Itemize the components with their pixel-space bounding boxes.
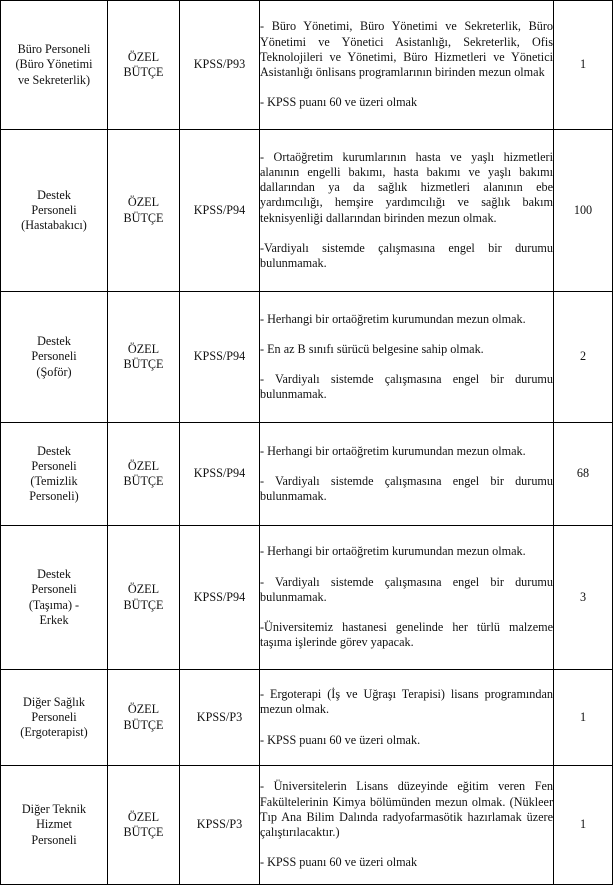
kpss-code: KPSS/P93: [180, 1, 260, 130]
position-count: 1: [554, 1, 613, 130]
budget-type: ÖZEL BÜTÇE: [108, 670, 180, 766]
requirements: - Büro Yönetimi, Büro Yönetimi ve Sekreterlik, Büro Yönetimi ve Yönetici Asistanlığı, Sekreterlik, Ofis Teknolojileri ve Yönetimi, Büro Hizmetleri ve Yönetici Asistanlığı önlisans programlarının birinden mezun olmak - KPSS puanı 60 ve üzeri olmak: [260, 1, 554, 130]
position-count: 1: [554, 766, 613, 885]
requirements: - Ergoterapi (İş ve Uğraşı Terapisi) lisans programından mezun olmak. - KPSS puanı 60 ve üzeri olmak.: [260, 670, 554, 766]
position-count: 2: [554, 292, 613, 423]
position-title: Destek Personeli (Temizlik Personeli): [1, 423, 108, 526]
position-title: Destek Personeli (Hastabakıcı): [1, 130, 108, 292]
kpss-code: KPSS/P94: [180, 292, 260, 423]
position-title: Diğer Teknik Hizmet Personeli: [1, 766, 108, 885]
position-title: Diğer Sağlık Personeli (Ergoterapist): [1, 670, 108, 766]
position-title: Destek Personeli (Taşıma) - Erkek: [1, 526, 108, 670]
requirements: - Ortaöğretim kurumlarının hasta ve yaşlı hizmetleri alanının engelli bakımı, hasta bakımı ve yaşlı bakımı dallarından ya da sağlık hizmetleri alanının ebe yardımcılığı, hemşire yardımcılığı ve sağlık bakım teknisyenliği dallarından birinden mezun olmak. -Vardiyalı sistemde çalışmasına engel bir durumu bulunmamak.: [260, 130, 554, 292]
budget-type: ÖZEL BÜTÇE: [108, 1, 180, 130]
budget-type: ÖZEL BÜTÇE: [108, 423, 180, 526]
table-row: [1, 1, 613, 130]
table-row: [1, 670, 613, 766]
position-count: 68: [554, 423, 613, 526]
kpss-code: KPSS/P94: [180, 130, 260, 292]
position-title: Destek Personeli (Şoför): [1, 292, 108, 423]
table-row: [1, 766, 613, 885]
budget-type: ÖZEL BÜTÇE: [108, 766, 180, 885]
position-count: 100: [554, 130, 613, 292]
position-count: 1: [554, 670, 613, 766]
kpss-code: KPSS/P3: [180, 670, 260, 766]
table-row: [1, 526, 613, 670]
budget-type: ÖZEL BÜTÇE: [108, 526, 180, 670]
kpss-code: KPSS/P94: [180, 423, 260, 526]
table-row: [1, 423, 613, 526]
requirements: - Üniversitelerin Lisans düzeyinde eğitim veren Fen Fakültelerinin Kimya bölümünden mezun olmak. (Nükleer Tıp Ana Bilim Dalında radyofarmasötik hazırlamak üzere çalıştırılacaktır.) - KPSS puanı 60 ve üzeri olmak: [260, 766, 554, 885]
budget-type: ÖZEL BÜTÇE: [108, 130, 180, 292]
table-row: [1, 292, 613, 423]
requirements: - Herhangi bir ortaöğretim kurumundan mezun olmak. - Vardiyalı sistemde çalışmasına engel bir durumu bulunmamak. -Üniversitemiz hastanesi genelinde her türlü malzeme taşıma işlerinde görev yapacak.: [260, 526, 554, 670]
requirements: - Herhangi bir ortaöğretim kurumundan mezun olmak. - En az B sınıfı sürücü belgesine sahip olmak. - Vardiyalı sistemde çalışmasına engel bir durumu bulunmamak.: [260, 292, 554, 423]
position-count: 3: [554, 526, 613, 670]
position-title: Büro Personeli (Büro Yönetimi ve Sekreterlik): [1, 1, 108, 130]
kpss-code: KPSS/P3: [180, 766, 260, 885]
requirements: - Herhangi bir ortaöğretim kurumundan mezun olmak. - Vardiyalı sistemde çalışmasına engel bir durumu bulunmamak.: [260, 423, 554, 526]
budget-type: ÖZEL BÜTÇE: [108, 292, 180, 423]
table-row: [1, 130, 613, 292]
kpss-code: KPSS/P94: [180, 526, 260, 670]
